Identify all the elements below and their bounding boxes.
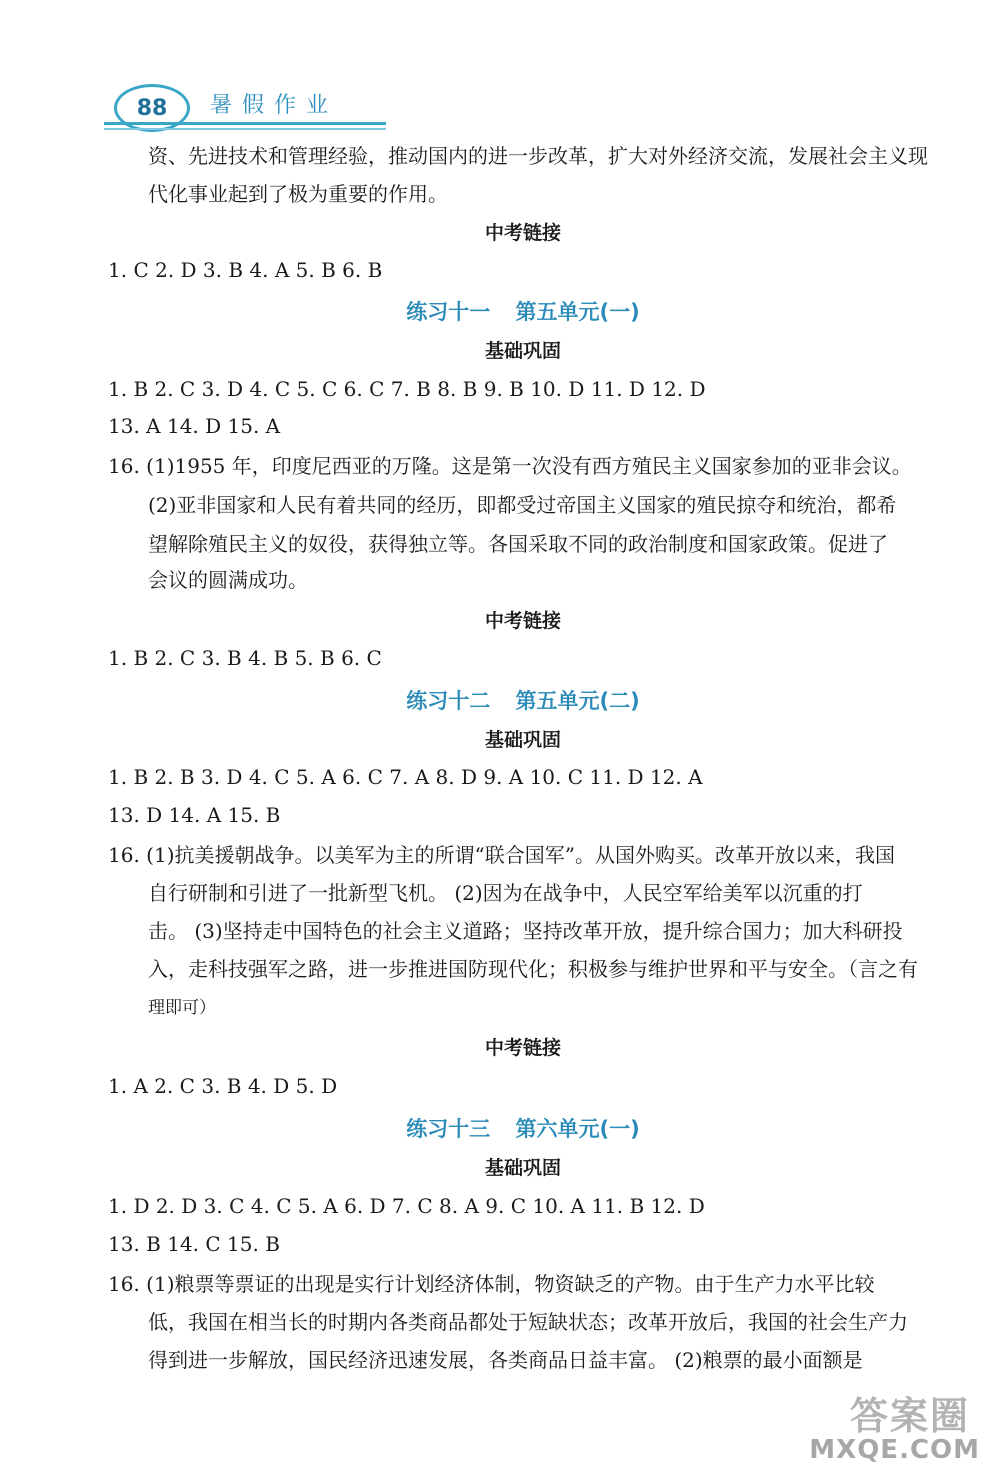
text-line: 入，走科技强军之路，进一步推进国防现代化；积极参与维护世界和平与安全。（言之有	[148, 957, 918, 981]
answer-line: 1. B 2. B 3. D 4. C 5. A 6. C 7. A 8. D 9. A 10. C 11. D 12. A	[108, 765, 703, 789]
answer-line: 13. A 14. D 15. A	[108, 414, 281, 438]
text-line: 低，我国在相当长的时期内各类商品都处于短缺状态；改革开放后，我国的社会生产力	[148, 1310, 908, 1334]
watermark	[770, 1385, 980, 1465]
section-heading: 基础巩固	[484, 729, 561, 751]
answer-line: 1. B 2. C 3. D 4. C 5. C 6. C 7. B 8. B 9. B 10. D 11. D 12. D	[108, 377, 706, 401]
section-heading: 中考链接	[484, 1037, 561, 1059]
watermark-text: 答案圈	[849, 1394, 970, 1438]
chapter-heading: 练习十三 第六单元(一)	[406, 1117, 640, 1141]
page-number: 88	[114, 84, 190, 132]
page-header	[100, 78, 400, 138]
chapter-heading: 练习十一 第五单元(一)	[406, 300, 640, 324]
header-rule-secondary	[104, 128, 386, 130]
section-heading: 中考链接	[484, 222, 561, 244]
answer-line: 1. D 2. D 3. C 4. C 5. A 6. D 7. C 8. A 9. C 10. A 11. B 12. D	[108, 1194, 705, 1218]
text-line: 得到进一步解放，国民经济迅速发展，各类商品日益丰富。 (2)粮票的最小面额是	[148, 1348, 863, 1372]
section-heading: 基础巩固	[484, 1157, 561, 1179]
answer-line: 13. D 14. A 15. B	[108, 803, 281, 827]
text-line: 16. (1)抗美援朝战争。以美军为主的所谓“联合国军”。从国外购买。改革开放以来，我国	[108, 843, 895, 867]
text-line: (2)亚非国家和人民有着共同的经历，即都受过帝国主义国家的殖民掠夺和统治，都希	[148, 493, 897, 517]
text-line: 击。 (3)坚持走中国特色的社会主义道路；坚持改革开放，提升综合国力；加大科研投	[148, 919, 903, 943]
text-line: 代化事业起到了极为重要的作用。	[148, 182, 448, 206]
answer-line: 1. C 2. D 3. B 4. A 5. B 6. B	[108, 258, 383, 282]
text-line: 16. (1)粮票等票证的出现是实行计划经济体制，物资缺乏的产物。由于生产力水平比较	[108, 1272, 875, 1296]
watermark-url: MXQE.COM	[809, 1435, 980, 1465]
answer-line: 1. A 2. C 3. B 4. D 5. D	[108, 1074, 338, 1098]
text-line: 16. (1)1955 年，印度尼西亚的万隆。这是第一次没有西方殖民主义国家参加的亚非会议。	[108, 454, 912, 478]
text-line: 望解除殖民主义的奴役，获得独立等。各国采取不同的政治制度和国家政策。促进了	[148, 532, 888, 556]
chapter-heading: 练习十二 第五单元(二)	[406, 689, 640, 713]
header-title: 暑假作业	[210, 93, 339, 118]
text-line: 会议的圆满成功。	[148, 568, 308, 592]
text-line: 资、先进技术和管理经验，推动国内的进一步改革，扩大对外经济交流，发展社会主义现	[148, 144, 928, 168]
section-heading: 中考链接	[484, 610, 561, 632]
answer-line: 1. B 2. C 3. B 4. B 5. B 6. C	[108, 646, 382, 670]
text-line: 自行研制和引进了一批新型飞机。 (2)因为在战争中，人民空军给美军以沉重的打	[148, 881, 863, 905]
text-line: 理即可）	[148, 998, 216, 1018]
answer-line: 13. B 14. C 15. B	[108, 1232, 280, 1256]
header-rule	[104, 122, 386, 125]
section-heading: 基础巩固	[484, 340, 561, 362]
